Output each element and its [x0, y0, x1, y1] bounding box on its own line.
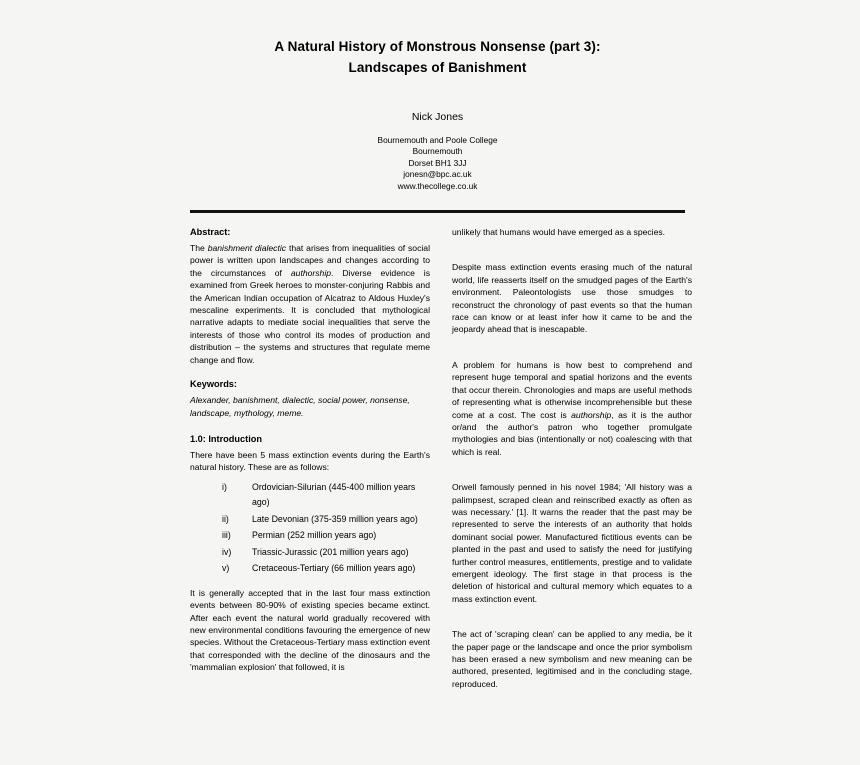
title-line-1: A Natural History of Monstrous Nonsense (part 3): — [274, 39, 601, 54]
list-item-label: Cretaceous-Tertiary (66 million years ago) — [252, 563, 416, 574]
keywords-heading: Keywords: — [190, 379, 237, 390]
body-columns — [190, 226, 692, 702]
author-city: Bournemouth — [412, 146, 463, 157]
header-divider — [190, 210, 685, 213]
list-item — [190, 512, 430, 528]
abstract-heading: Abstract: — [190, 227, 231, 238]
list-item-marker: v) — [222, 563, 230, 574]
right-column — [452, 226, 692, 702]
paragraph-spacer — [452, 250, 692, 261]
list-item-label: Triassic-Jurassic (201 million years ago) — [252, 546, 409, 557]
author-block — [190, 110, 685, 192]
right-paragraph-2: Despite mass extinction events erasing much of the natural world, life reasserts itself on the smudged pages of the Earth's environment. Paleontologists use those smudges to reconstruct the chronology of past events so that the human race can know or at least infer how it came to be and the jeopardy ahead that is inescapable. — [452, 262, 692, 335]
list-item-label: Late Devonian (375-359 million years ago) — [252, 513, 418, 524]
introduction-heading: 1.0: Introduction — [190, 433, 262, 444]
title-block — [190, 0, 685, 78]
list-item-marker: ii) — [222, 513, 229, 524]
list-item — [190, 480, 430, 511]
introduction-paragraph: There have been 5 mass extinction events during the Earth's natural history. These are as follows: — [190, 449, 430, 473]
list-item — [190, 528, 430, 544]
left-column — [190, 226, 430, 702]
list-item-label: Permian (252 million years ago) — [252, 530, 377, 541]
paragraph-spacer — [452, 617, 692, 628]
author-website: www.thecollege.co.uk — [397, 180, 478, 191]
right-paragraph-3: A problem for humans is how best to comprehend and represent huge temporal and spatial horizons and the events that occur therein. Chronologies and maps are useful methods of representing what is otherwise incomprehensible but these come at a cost. The cost is authorship, as it is the author or/and the author's patron who together promulgate mythologies and bias (intentionally or not) coalescing with that which is real. — [452, 359, 692, 457]
list-item-marker: iii) — [222, 530, 231, 541]
keywords-text: Alexander, banishment, dialectic, social power, nonsense, landscape, mythology, meme. — [190, 395, 410, 418]
list-item — [190, 561, 430, 577]
abstract-text: The banishment dialectic that arises from inequalities of social power is written upon landscapes and changes according to the circumstances of authorship. Diverse evidence is examined from Greek heroes to monster-conjuring Rabbis and the American Indian occupation of Alcatraz to Aldous Huxley's mescaline experiments. It is concluded that mythological narrative adapts to mediate social inequalities that serve the interests of those who control its modes of production and distribution – the systems and structures that regulate meme change and flow. — [190, 243, 430, 365]
list-item-marker: iv) — [222, 546, 232, 557]
author-postcode: Dorset BH1 3JJ — [408, 157, 467, 168]
extinction-events-list — [190, 480, 430, 577]
paragraph-spacer — [452, 470, 692, 481]
title-line-2: Landscapes of Banishment — [348, 60, 527, 75]
right-paragraph-5: The act of 'scraping clean' can be applied to any media, be it the paper page or the landscape and once the prior symbolism has been erased a new symbolism and new meaning can be authored, presented, legitimised and in the concluding stage, reproduced. — [452, 629, 692, 689]
left-closing-paragraph: It is generally accepted that in the last four mass extinction events between 80-90% of existing species became extinct. After each event the natural world gradually recovered with new environmental conditions favouring the emergence of new species. Without the Cretaceous-Tertiary mass extinction event that corresponded with the decline of the dinosaurs and the 'mammalian explosion' that followed, it is — [190, 587, 430, 673]
list-item — [190, 545, 430, 561]
author-email: jonesn@bpc.ac.uk — [403, 169, 472, 180]
paragraph-spacer — [452, 348, 692, 359]
page-title — [190, 36, 685, 78]
right-paragraph-1: unlikely that humans would have emerged as a species. — [452, 227, 666, 238]
author-name: Nick Jones — [411, 111, 464, 123]
list-item-label: Ordovician-Silurian (445-400 million years ago) — [252, 481, 416, 508]
right-paragraph-4: Orwell famously penned in his novel 1984; 'All history was a palimpsest, scraped clean and reinscribed exactly as often as was necessary.' [1]. It warns the reader that the past may be represented to serve the interests of an authority that holds dominant social power. Manufactured fictitious events can be planted in the past and used to satisfy the need for justifying further control measures, entitlements, prestige and to validate emergent ideology. The first stage in that process is the deletion of historical and cultural memory which equates to a mass extinction event. — [452, 482, 692, 604]
list-item-marker: i) — [222, 481, 227, 492]
author-affiliation: Bournemouth and Poole College — [377, 135, 498, 145]
